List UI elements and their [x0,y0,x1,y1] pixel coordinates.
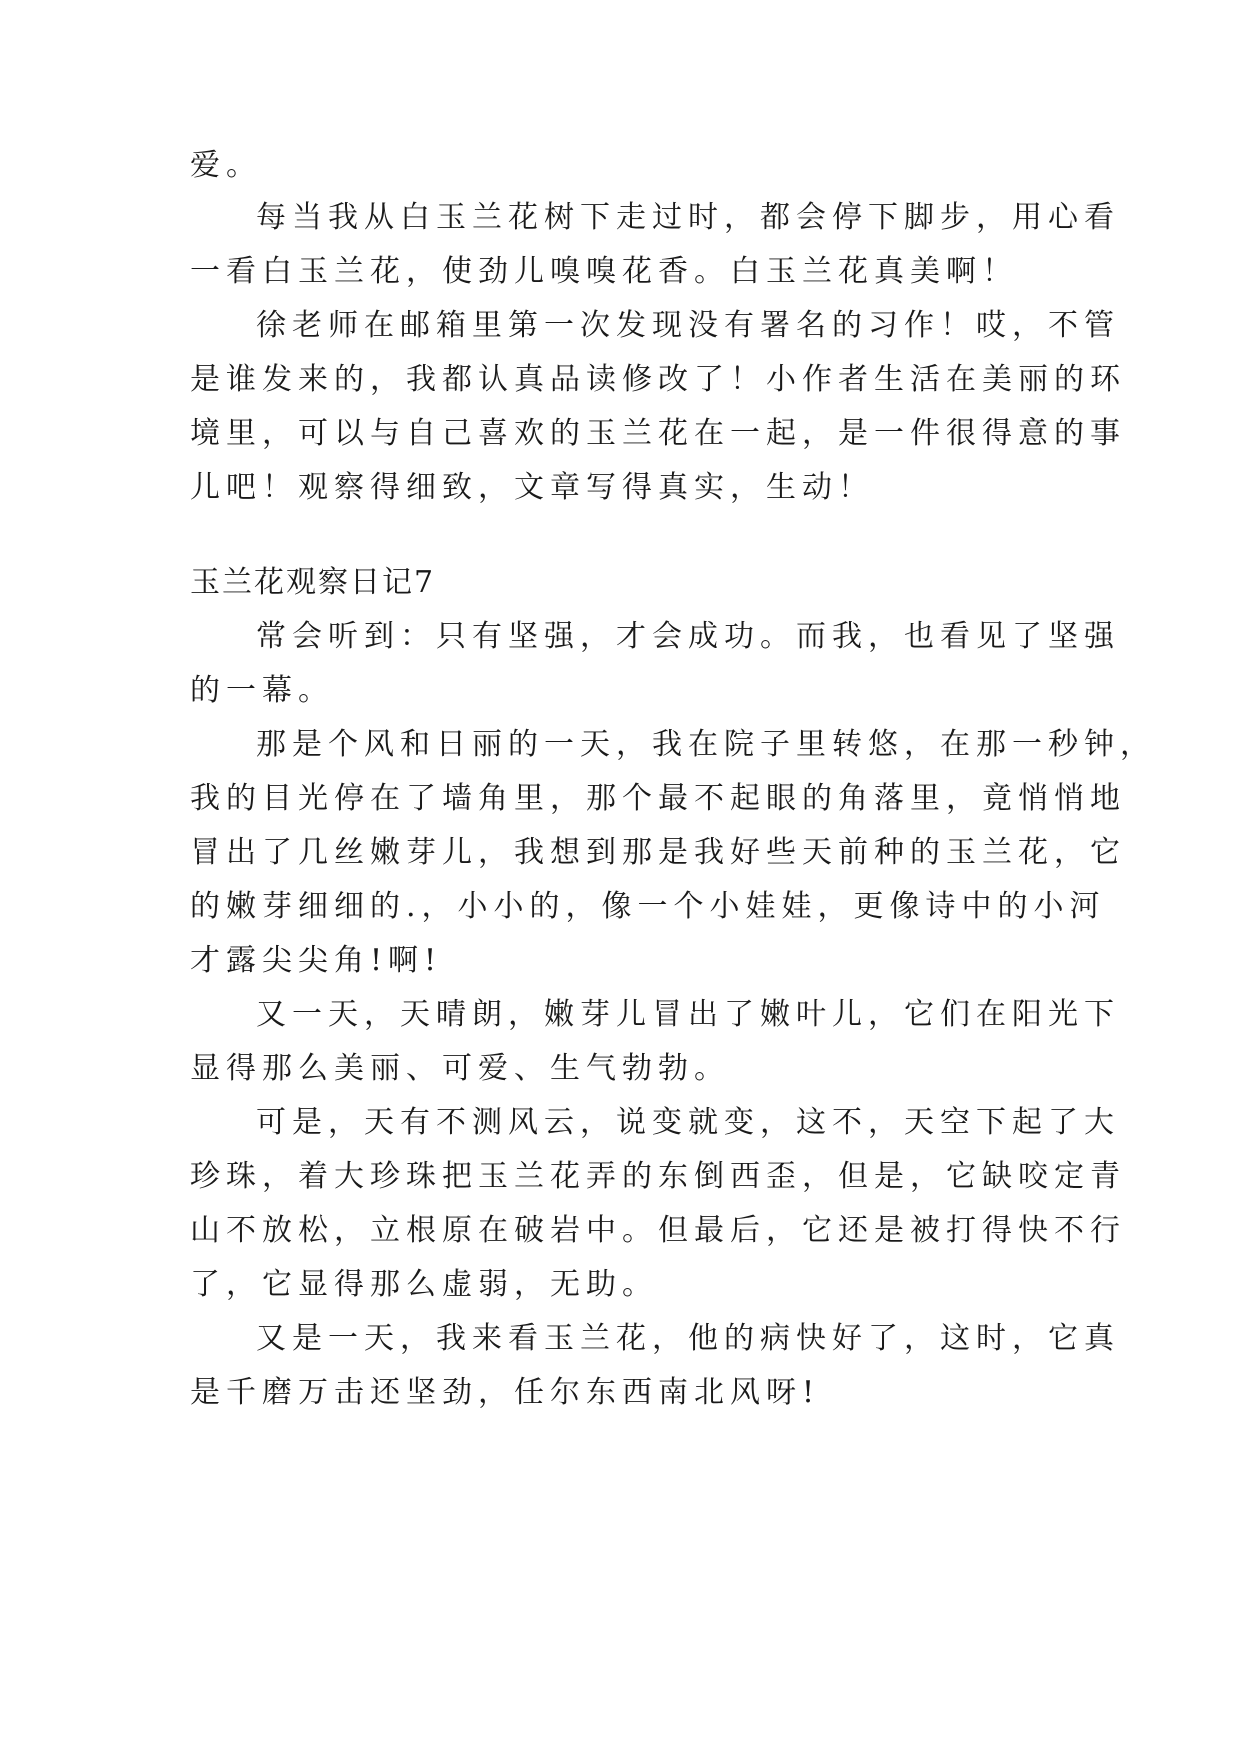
text-line: 一看白玉兰花，使劲儿嗅嗅花香。白玉兰花真美啊！ [190,254,1018,289]
text-line: 了，它显得那么虚弱，无助。 [190,1267,658,1302]
text-line: 珍珠，着大珍珠把玉兰花弄的东倒西歪，但是，它缺咬定青 [190,1159,1126,1194]
paragraph-start-line: 又一天，天晴朗，嫩芽儿冒出了嫩叶儿，它们在阳光下 [256,997,1120,1032]
paragraph-start-line: 那是个风和日丽的一天，我在院子里转悠，在那一秒钟， [256,727,1156,762]
text-line: 我的目光停在了墙角里，那个最不起眼的角落里，竟悄悄地 [190,781,1126,816]
text-line: 是谁发来的，我都认真品读修改了！小作者生活在美丽的环 [190,362,1126,397]
text-line: 是千磨万击还坚劲，任尔东西南北风呀! [190,1375,821,1410]
section-heading: 玉兰花观察日记7 [190,565,436,600]
paragraph-start-line: 又是一天，我来看玉兰花，他的病快好了，这时，它真 [256,1321,1120,1356]
text-line: 山不放松，立根原在破岩中。但最后，它还是被打得快不行 [190,1213,1126,1248]
text-line: 境里，可以与自己喜欢的玉兰花在一起，是一件很得意的事 [190,416,1126,451]
text-line: 的一幕。 [190,673,334,708]
text-line: 才露尖尖角!啊! [190,943,443,978]
paragraph-start-line: 每当我从白玉兰花树下走过时，都会停下脚步，用心看 [256,200,1120,235]
paragraph-start-line: 可是，天有不测风云，说变就变，这不，天空下起了大 [256,1105,1120,1140]
text-line: 儿吧！观察得细致，文章写得真实，生动！ [190,470,874,505]
text-line: 显得那么美丽、可爱、生气勃勃。 [190,1051,730,1086]
paragraph-start-line: 常会听到：只有坚强，才会成功。而我，也看见了坚强 [256,619,1120,654]
text-line: 的嫩芽细细的.，小小的，像一个小娃娃，更像诗中的小河 [190,889,1106,924]
text-line: 冒出了几丝嫩芽儿，我想到那是我好些天前种的玉兰花，它 [190,835,1126,870]
text-line: 爱。 [190,148,262,183]
paragraph-start-line: 徐老师在邮箱里第一次发现没有署名的习作！哎，不管 [256,308,1120,343]
